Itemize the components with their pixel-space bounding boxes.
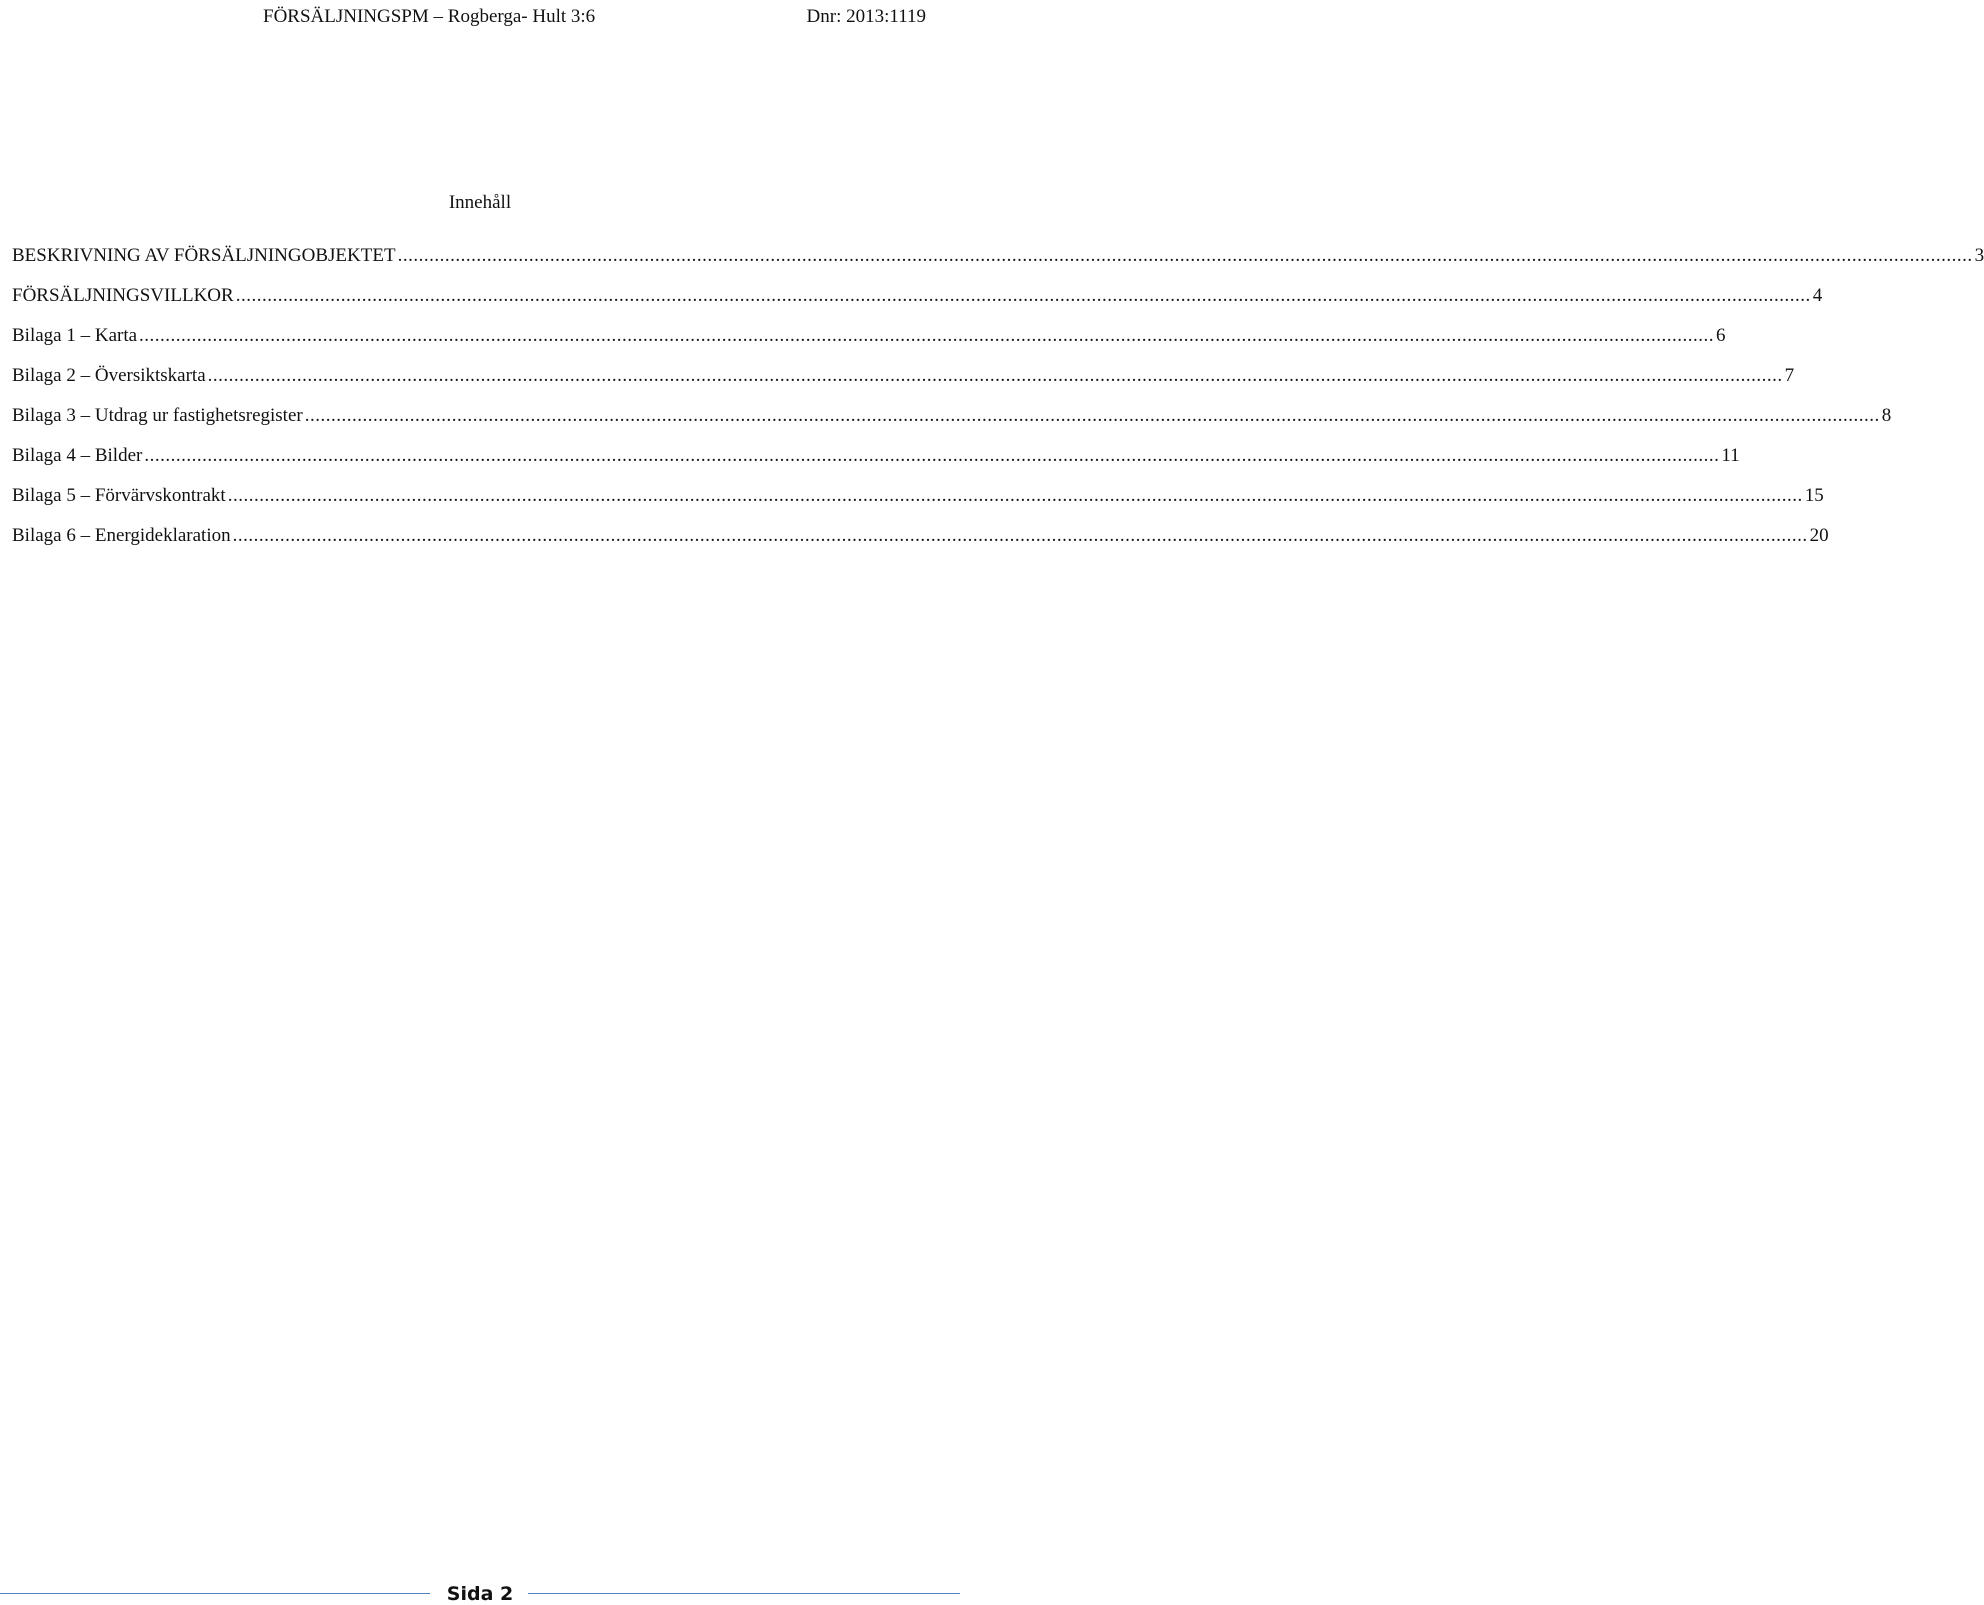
footer-rule-right — [528, 1593, 960, 1594]
toc-entry[interactable] — [12, 443, 1740, 483]
header-document-title: FÖRSÄLJNINGSPM – Rogberga- Hult 3:6 — [263, 6, 596, 27]
toc-entry-page: 7 — [1784, 365, 1795, 386]
toc-entry[interactable] — [12, 403, 1892, 443]
toc-entry-page: 4 — [1812, 285, 1823, 306]
header-document-number: Dnr: 2013:1119 — [806, 6, 926, 27]
toc-entry-page: 11 — [1721, 445, 1740, 466]
toc-entry-page: 15 — [1804, 485, 1824, 506]
toc-dot-leader: ............................................................................................................................................................................................................................................................................................................ — [227, 485, 1803, 506]
toc-dot-leader: ............................................................................................................................................................................................................................................................................................................ — [235, 285, 1811, 306]
toc-entry[interactable] — [12, 243, 1984, 283]
toc-dot-leader: ............................................................................................................................................................................................................................................................................................................ — [232, 525, 1808, 546]
page-footer — [0, 1583, 960, 1605]
toc-dot-leader: ............................................................................................................................................................................................................................................................................................................ — [144, 445, 1720, 466]
toc-entry-label: Bilaga 4 – Bilder — [12, 445, 143, 466]
toc-entry[interactable] — [12, 523, 1829, 563]
toc-entry-label: Bilaga 2 – Översiktskarta — [12, 365, 206, 386]
toc-entry-label: BESKRIVNING AV FÖRSÄLJNINGOBJEKTET — [12, 245, 396, 266]
toc-heading: Innehåll — [448, 192, 512, 213]
footer-page-number: Sida 2 — [446, 1583, 514, 1605]
toc-entry-label: Bilaga 3 – Utdrag ur fastighetsregister — [12, 405, 303, 426]
table-of-contents — [12, 243, 1984, 563]
toc-dot-leader: ............................................................................................................................................................................................................................................................................................................ — [397, 245, 1973, 266]
toc-entry-page: 20 — [1809, 525, 1829, 546]
toc-entry-page: 8 — [1881, 405, 1892, 426]
toc-entry[interactable] — [12, 483, 1824, 523]
toc-entry-label: FÖRSÄLJNINGSVILLKOR — [12, 285, 234, 306]
toc-entry[interactable] — [12, 323, 1726, 363]
toc-entry-page: 3 — [1974, 245, 1984, 266]
toc-entry-page: 6 — [1716, 325, 1726, 346]
toc-entry-label: Bilaga 5 – Förvärvskontrakt — [12, 485, 226, 506]
toc-dot-leader: ............................................................................................................................................................................................................................................................................................................ — [304, 405, 1880, 426]
toc-entry-label: Bilaga 1 – Karta — [12, 325, 138, 346]
toc-dot-leader: ............................................................................................................................................................................................................................................................................................................ — [207, 365, 1783, 386]
toc-dot-leader: ............................................................................................................................................................................................................................................................................................................ — [139, 325, 1715, 346]
page-header — [0, 2, 960, 32]
toc-entry[interactable] — [12, 363, 1795, 403]
toc-entry[interactable] — [12, 283, 1823, 323]
toc-entry-label: Bilaga 6 – Energideklaration — [12, 525, 231, 546]
